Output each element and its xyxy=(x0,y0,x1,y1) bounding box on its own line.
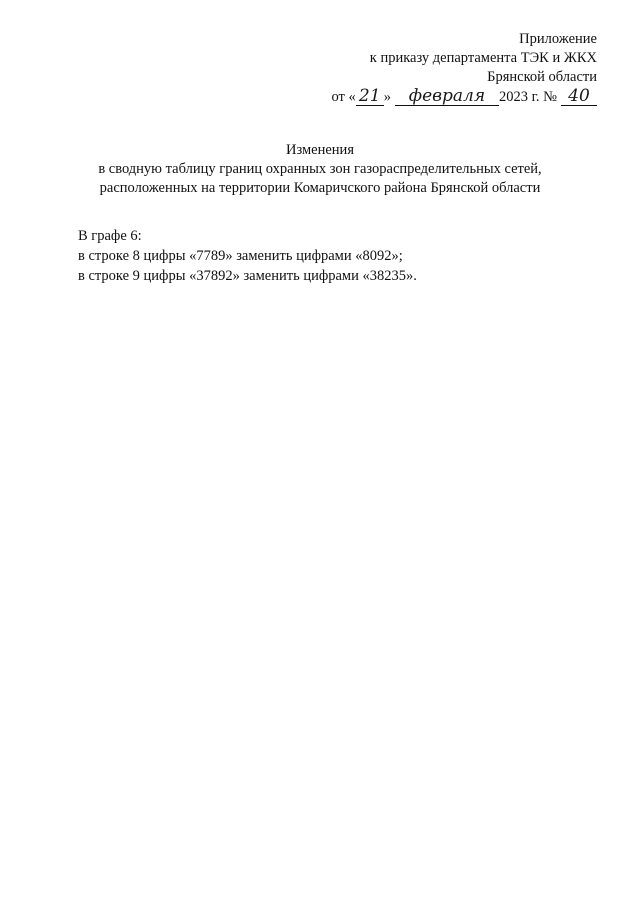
document-body xyxy=(78,226,417,286)
appendix-label: Приложение xyxy=(519,31,597,47)
appendix-header xyxy=(370,30,597,87)
order-date-line xyxy=(331,85,597,109)
title-heading: Изменения xyxy=(286,142,354,158)
order-reference: к приказу департамента ТЭК и ЖКХ xyxy=(369,50,597,66)
handwritten-month: февраля xyxy=(395,87,499,106)
handwritten-day: 21 xyxy=(356,87,384,106)
title-line-3: расположенных на территории Комаричского района Брянской области xyxy=(99,180,541,196)
date-year-number-label: 2023 г. № xyxy=(498,89,557,105)
date-quote-close: » xyxy=(383,89,391,105)
title-line-2: в сводную таблицу границ охранных зон газораспределительных сетей, xyxy=(98,161,542,177)
document-title xyxy=(0,141,640,198)
body-item-1: в строке 8 цифры «7789» заменить цифрами «8092»; xyxy=(78,248,403,264)
date-prefix: от « xyxy=(331,89,356,105)
handwritten-order-number: 40 xyxy=(561,87,597,106)
body-intro: В графе 6: xyxy=(78,228,142,244)
body-item-2: в строке 9 цифры «37892» заменить цифрами «38235». xyxy=(78,268,417,284)
region-name: Брянской области xyxy=(487,69,597,85)
